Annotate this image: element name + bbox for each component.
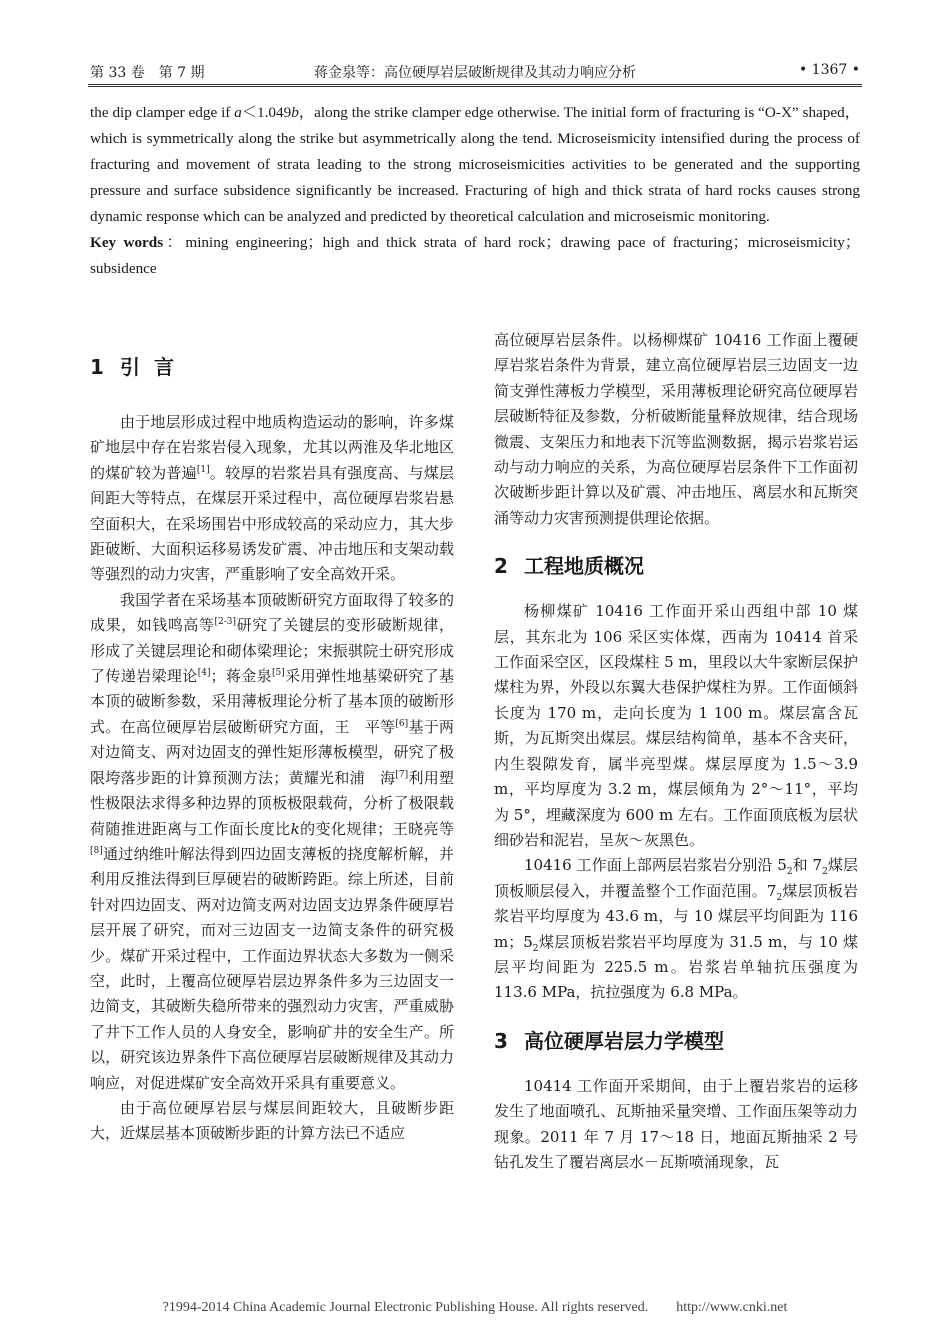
section-heading-3: 3 高位硬厚岩层力学模型 bbox=[494, 1028, 724, 1053]
volume-issue: 第 33 卷 第 7 期 bbox=[90, 65, 205, 81]
paragraph: 我国学者在采场基本顶破断研究方面取得了较多的成果，如钱鸣高等[2-3]研究了关键层的变形破断规律，形成了关键层理论和砌体梁理论；宋振骐院士研究形成了传递岩梁理论[4]；蒋金泉[5]采用弹性地基梁研究了基本顶的破断参数，采用薄板理论分析了基本顶的破断形式。在高位硬厚岩层破断研究方面，王 平等[6]基于两对边简支、两对边固支的弹性矩形薄板模型，研究了极限垮落步距的计算预测方法；黄耀光和浦 海[7]利用塑性极限法求得多种边界的顶板极限载荷，分析了极限载荷随推进距离与工作面长度比k的变化规律；王晓亮等[8]通过纳维叶解法得到四边固支薄板的挠度解析解，并利用反推法得到巨厚硬岩的破断跨距。综上所述，目前针对四边固支、两对边简支两对边固支边界条件硬厚岩层开展了研究，而对三边固支一边简支条件的研究极少。煤矿开采过程中，工作面边界状态大多数为一侧采空，此时，上覆高位硬厚岩层边界条件多为三边固支一边简支，其破断失稳所带来的强烈动力灾害，严重威胁了井下工作人员的人身安全，影响矿井的安全生产。所以，研究该边界条件下高位硬厚岩层破断规律及其动力响应，对促进煤矿安全高效开采具有重要意义。 bbox=[90, 590, 454, 1092]
section-heading-1: 1 引言 bbox=[90, 355, 188, 379]
paragraph: 10414 工作面开采期间，由于上覆岩浆岩的运移发生了地面喷孔、瓦斯抽采量突增、工作面压架等动力现象。2011 年 7 月 17～18 日，地面瓦斯抽采 2 号钻孔发生了覆岩离层水－瓦斯喷涌现象，瓦 bbox=[494, 1076, 858, 1171]
paragraph: 由于地层形成过程中地质构造运动的影响，许多煤矿地层中存在岩浆岩侵入现象，尤其以两淮及华北地区的煤矿较为普遍[1]。较厚的岩浆岩具有强度高、与煤层间距大等特点，在煤层开采过程中，高位硬厚岩浆岩悬空面积大，在采场围岩中形成较高的采动应力，其大步距破断、大面积运移易诱发矿震、冲击地压和支架动载等强烈的动力灾害，严重影响了安全高效开采。 bbox=[90, 413, 454, 584]
paragraph-continued: 高位硬厚岩层条件。以杨柳煤矿 10416 工作面上覆硬厚岩浆岩条件为背景，建立高位硬厚岩层三边固支一边简支弹性薄板力学模型，采用薄板理论研究高位硬厚岩层破断特征及参数，分析破断能量释放规律，结合现场微震、支架压力和地表下沉等监测数据，揭示岩浆岩运动与动力响应的关系，为高位硬厚岩层条件下工作面初次破断步距计算以及矿震、冲击地压、离层水和瓦斯突涌等动力灾害预测提供理论依据。 bbox=[494, 331, 858, 527]
right-column bbox=[494, 328, 858, 1175]
running-header bbox=[88, 62, 862, 85]
paragraph: 杨柳煤矿 10416 工作面开采山西组中部 10 煤层，其东北为 106 采区实体煤，西南为 10414 首采工作面采空区，区段煤柱 5 m，里段以大牛家断层保护煤柱为界，外段以东翼大巷保护煤柱为界。工作面倾斜长度为 170 m，走向长度为 1 100 m。煤层富含瓦斯，为瓦斯突出煤层。煤层结构简单，基本不含夹矸，内生裂隙发育，属半亮型煤。煤层厚度为 1.5～3.9 m，平均厚度为 3.2 m，煤层倾角为 2°～11°，平均为 5°，埋藏深度为 600 m 左右。工作面顶底板为层状细砂岩和泥岩，呈灰～灰黑色。 bbox=[494, 602, 858, 849]
keywords: Key words：mining engineering；high and thick strata of hard rock；drawing pace of fracturing；microseismicity；subsidence bbox=[90, 234, 861, 277]
paragraph: 10416 工作面上部两层岩浆岩分别沿 $5_2$和 $7_2$煤层顶板顺层侵入，并覆盖整个工作面范围。$7_2$煤层顶板岩浆岩平均厚度为 43.6 m，与 10 煤层平均间距为 116 m；$5_2$煤层顶板岩浆岩平均厚度为 31.5 m，与 10 煤层平均间距为 225.5 m。岩浆岩单轴抗压强度为 113.6 MPa，抗拉强度为 6.8 MPa。 bbox=[494, 856, 858, 1002]
english-abstract bbox=[90, 100, 860, 282]
abstract-text: the dip clamper edge if a＜1.049b，along the strike clamper edge otherwise. The initial form of fracturing is “O-X” shaped，which is symmetrically along the strike but asymmetrically along the tend. Microseismicity intensified during the process of fracturing and movement of strata leading to the strong microseismicities activities to be generated and the supporting pressure and surface subsidence significantly be increased. Fracturing of high and thick strata of hard rocks causes strong dynamic response which can be analyzed and predicted by theoretical calculation and microseismic monitoring. bbox=[90, 104, 860, 225]
running-title: 蒋金泉等：高位硬厚岩层破断规律及其动力响应分析 bbox=[314, 65, 636, 81]
left-column bbox=[90, 352, 454, 1147]
copyright-footer: ?1994-2014 China Academic Journal Electronic Publishing House. All rights reserved. http://www.cnki.net bbox=[162, 1300, 788, 1315]
header-rule bbox=[88, 86, 862, 87]
paragraph: 由于高位硬厚岩层与煤层间距较大，且破断步距大，近煤层基本顶破断步距的计算方法已不适应 bbox=[90, 1098, 454, 1143]
keywords-label: Key words bbox=[90, 234, 164, 251]
page-number: • 1367 • bbox=[798, 62, 860, 78]
section-heading-2: 2 工程地质概况 bbox=[494, 554, 644, 579]
